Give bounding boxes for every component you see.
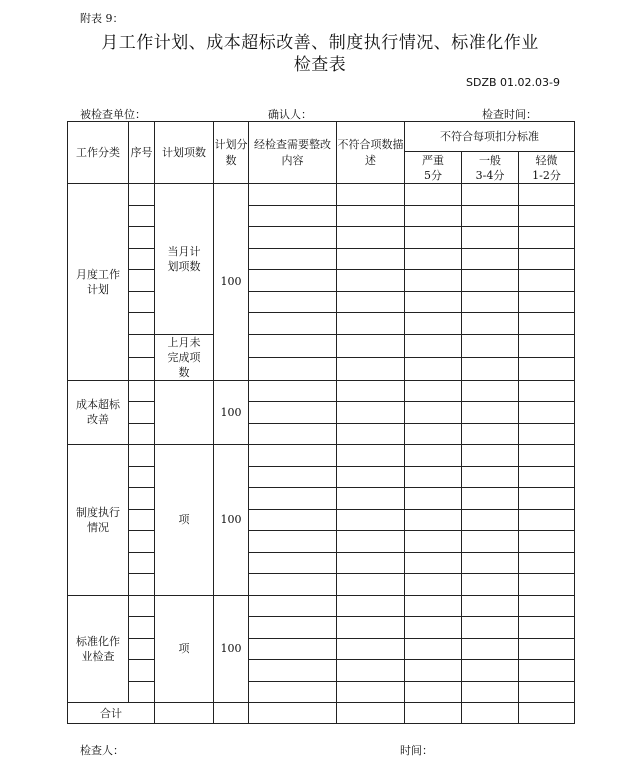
general-cell[interactable]	[462, 445, 519, 467]
severe-cell[interactable]	[405, 509, 462, 531]
nonconform-cell[interactable]	[337, 313, 405, 335]
table-row	[68, 509, 575, 531]
severe-cell[interactable]	[405, 445, 462, 467]
minor-cell[interactable]	[519, 617, 575, 639]
seq-cell[interactable]	[129, 402, 155, 424]
rectify-cell[interactable]	[249, 402, 337, 424]
general-cell[interactable]	[462, 248, 519, 270]
table-row	[68, 205, 575, 227]
header-nonconform: 不符合项数描述	[337, 122, 405, 184]
score-monthly-plan: 100	[214, 184, 249, 381]
table-row	[68, 638, 575, 660]
total-score-cell[interactable]	[214, 703, 249, 724]
minor-cell[interactable]	[519, 595, 575, 617]
seq-cell[interactable]	[129, 357, 155, 380]
severe-cell[interactable]	[405, 270, 462, 292]
general-cell[interactable]	[462, 638, 519, 660]
general-cell[interactable]	[462, 466, 519, 488]
rectify-cell[interactable]	[249, 552, 337, 574]
table-row	[68, 270, 575, 292]
plan-current-month: 当月计划项数	[155, 184, 214, 335]
general-cell[interactable]	[462, 184, 519, 206]
seq-cell[interactable]	[129, 248, 155, 270]
table-row	[68, 531, 575, 553]
minor-cell[interactable]	[519, 334, 575, 357]
rectify-cell[interactable]	[249, 595, 337, 617]
table-row	[68, 445, 575, 467]
table-row	[68, 291, 575, 313]
severe-cell[interactable]	[405, 638, 462, 660]
table-row	[68, 357, 575, 380]
confirmer-label: 确认人：	[268, 108, 312, 121]
general-cell[interactable]	[462, 681, 519, 703]
nonconform-cell[interactable]	[337, 638, 405, 660]
general-cell[interactable]	[462, 531, 519, 553]
nonconform-cell[interactable]	[337, 445, 405, 467]
header-severe: 严重 5分	[405, 152, 462, 184]
severe-cell[interactable]	[405, 681, 462, 703]
minor-cell[interactable]	[519, 291, 575, 313]
general-cell[interactable]	[462, 402, 519, 424]
seq-cell[interactable]	[129, 270, 155, 292]
severe-cell[interactable]	[405, 617, 462, 639]
rectify-cell[interactable]	[249, 466, 337, 488]
severe-cell[interactable]	[405, 574, 462, 596]
rectify-cell[interactable]	[249, 184, 337, 206]
header-general: 一般 3-4分	[462, 152, 519, 184]
nonconform-cell[interactable]	[337, 595, 405, 617]
rectify-cell[interactable]	[249, 423, 337, 445]
general-cell[interactable]	[462, 552, 519, 574]
minor-cell[interactable]	[519, 184, 575, 206]
severe-cell[interactable]	[405, 205, 462, 227]
severe-cell[interactable]	[405, 531, 462, 553]
table-row	[68, 423, 575, 445]
rectify-cell[interactable]	[249, 638, 337, 660]
rectify-cell[interactable]	[249, 445, 337, 467]
nonconform-cell[interactable]	[337, 552, 405, 574]
minor-cell[interactable]	[519, 205, 575, 227]
header-minor: 轻微 1-2分	[519, 152, 575, 184]
minor-cell[interactable]	[519, 638, 575, 660]
plan-last-month-unfinished: 上月未完成项数	[155, 334, 214, 380]
minor-cell[interactable]	[519, 248, 575, 270]
table-row	[68, 313, 575, 335]
seq-cell[interactable]	[129, 574, 155, 596]
page-title-line2: 检查表	[293, 55, 347, 75]
table-row	[68, 466, 575, 488]
nonconform-cell[interactable]	[337, 402, 405, 424]
nonconform-cell[interactable]	[337, 423, 405, 445]
seq-cell[interactable]	[129, 638, 155, 660]
general-cell[interactable]	[462, 227, 519, 249]
table-row	[68, 574, 575, 596]
category-cost-improvement: 成本超标改善	[68, 380, 129, 445]
seq-cell[interactable]	[129, 617, 155, 639]
general-cell[interactable]	[462, 574, 519, 596]
seq-cell[interactable]	[129, 531, 155, 553]
severe-cell[interactable]	[405, 291, 462, 313]
total-general-cell[interactable]	[462, 703, 519, 724]
nonconform-cell[interactable]	[337, 531, 405, 553]
table-row	[68, 595, 575, 617]
rectify-cell[interactable]	[249, 488, 337, 510]
total-nonconform-cell[interactable]	[337, 703, 405, 724]
severe-cell[interactable]	[405, 227, 462, 249]
score-standard-operation: 100	[214, 595, 249, 703]
rectify-cell[interactable]	[249, 270, 337, 292]
nonconform-cell[interactable]	[337, 248, 405, 270]
table-row	[68, 660, 575, 682]
nonconform-cell[interactable]	[337, 184, 405, 206]
rectify-cell[interactable]	[249, 205, 337, 227]
minor-cell[interactable]	[519, 423, 575, 445]
plan-cost-improvement	[155, 380, 214, 445]
nonconform-cell[interactable]	[337, 509, 405, 531]
minor-cell[interactable]	[519, 380, 575, 402]
inspected-unit-label: 被检查单位：	[80, 108, 146, 121]
seq-cell[interactable]	[129, 291, 155, 313]
seq-cell[interactable]	[129, 509, 155, 531]
rectify-cell[interactable]	[249, 334, 337, 357]
score-policy-execution: 100	[214, 445, 249, 596]
minor-cell[interactable]	[519, 445, 575, 467]
general-cell[interactable]	[462, 380, 519, 402]
rectify-cell[interactable]	[249, 248, 337, 270]
general-cell[interactable]	[462, 313, 519, 335]
category-policy-execution: 制度执行情况	[68, 445, 129, 596]
table-row	[68, 334, 575, 357]
nonconform-cell[interactable]	[337, 291, 405, 313]
nonconform-cell[interactable]	[337, 334, 405, 357]
rectify-cell[interactable]	[249, 574, 337, 596]
severe-cell[interactable]	[405, 184, 462, 206]
total-label: 合计	[68, 703, 155, 724]
severe-cell[interactable]	[405, 423, 462, 445]
severe-cell[interactable]	[405, 402, 462, 424]
seq-cell[interactable]	[129, 466, 155, 488]
minor-cell[interactable]	[519, 681, 575, 703]
seq-cell[interactable]	[129, 552, 155, 574]
minor-cell[interactable]	[519, 313, 575, 335]
seq-cell[interactable]	[129, 681, 155, 703]
minor-cell[interactable]	[519, 531, 575, 553]
inspector-label: 检查人：	[80, 744, 124, 757]
total-severe-cell[interactable]	[405, 703, 462, 724]
minor-cell[interactable]	[519, 466, 575, 488]
rectify-cell[interactable]	[249, 509, 337, 531]
table-row	[68, 552, 575, 574]
seq-cell[interactable]	[129, 660, 155, 682]
general-cell[interactable]	[462, 291, 519, 313]
general-cell[interactable]	[462, 334, 519, 357]
nonconform-cell[interactable]	[337, 205, 405, 227]
table-row	[68, 681, 575, 703]
table-row	[68, 402, 575, 424]
seq-cell[interactable]	[129, 488, 155, 510]
plan-standard-operation: 项	[155, 595, 214, 703]
general-cell[interactable]	[462, 617, 519, 639]
nonconform-cell[interactable]	[337, 270, 405, 292]
severe-cell[interactable]	[405, 488, 462, 510]
seq-cell[interactable]	[129, 184, 155, 206]
nonconform-cell[interactable]	[337, 466, 405, 488]
general-cell[interactable]	[462, 488, 519, 510]
general-cell[interactable]	[462, 423, 519, 445]
total-rectify-cell[interactable]	[249, 703, 337, 724]
header-deduct-standard: 不符合每项扣分标准	[405, 122, 575, 152]
severe-cell[interactable]	[405, 334, 462, 357]
seq-cell[interactable]	[129, 227, 155, 249]
rectify-cell[interactable]	[249, 681, 337, 703]
severe-cell[interactable]	[405, 552, 462, 574]
severe-cell[interactable]	[405, 380, 462, 402]
header-plan-score: 计划分数	[214, 122, 249, 184]
nonconform-cell[interactable]	[337, 574, 405, 596]
inspection-table	[67, 121, 575, 724]
category-standard-operation: 标准化作业检查	[68, 595, 129, 703]
seq-cell[interactable]	[129, 334, 155, 357]
appendix-label: 附表 9：	[80, 12, 124, 25]
total-row	[68, 703, 575, 724]
table-row	[68, 184, 575, 206]
seq-cell[interactable]	[129, 205, 155, 227]
total-plan-cell[interactable]	[155, 703, 214, 724]
seq-cell[interactable]	[129, 313, 155, 335]
minor-cell[interactable]	[519, 357, 575, 380]
total-minor-cell[interactable]	[519, 703, 575, 724]
seq-cell[interactable]	[129, 595, 155, 617]
footer-time-label: 时间：	[400, 744, 433, 757]
rectify-cell[interactable]	[249, 227, 337, 249]
general-cell[interactable]	[462, 205, 519, 227]
severe-cell[interactable]	[405, 466, 462, 488]
nonconform-cell[interactable]	[337, 681, 405, 703]
minor-cell[interactable]	[519, 574, 575, 596]
rectify-cell[interactable]	[249, 660, 337, 682]
seq-cell[interactable]	[129, 445, 155, 467]
rectify-cell[interactable]	[249, 617, 337, 639]
general-cell[interactable]	[462, 660, 519, 682]
header-category: 工作分类	[68, 122, 129, 184]
plan-policy-execution: 项	[155, 445, 214, 596]
minor-cell[interactable]	[519, 660, 575, 682]
table-row	[68, 380, 575, 402]
header-rectify: 经检查需要整改内容	[249, 122, 337, 184]
minor-cell[interactable]	[519, 270, 575, 292]
nonconform-cell[interactable]	[337, 660, 405, 682]
minor-cell[interactable]	[519, 227, 575, 249]
nonconform-cell[interactable]	[337, 380, 405, 402]
severe-cell[interactable]	[405, 313, 462, 335]
rectify-cell[interactable]	[249, 380, 337, 402]
general-cell[interactable]	[462, 357, 519, 380]
minor-cell[interactable]	[519, 488, 575, 510]
minor-cell[interactable]	[519, 509, 575, 531]
severe-cell[interactable]	[405, 595, 462, 617]
minor-cell[interactable]	[519, 402, 575, 424]
severe-cell[interactable]	[405, 357, 462, 380]
seq-cell[interactable]	[129, 380, 155, 402]
general-cell[interactable]	[462, 270, 519, 292]
table-row	[68, 227, 575, 249]
inspection-time-label: 检查时间：	[482, 108, 537, 121]
rectify-cell[interactable]	[249, 357, 337, 380]
rectify-cell[interactable]	[249, 313, 337, 335]
rectify-cell[interactable]	[249, 531, 337, 553]
document-code: SDZB 01.02.03-9	[466, 76, 560, 89]
header-plan-items: 计划项数	[155, 122, 214, 184]
category-monthly-plan: 月度工作计划	[68, 184, 129, 381]
table-row	[68, 617, 575, 639]
table-row	[68, 488, 575, 510]
general-cell[interactable]	[462, 509, 519, 531]
nonconform-cell[interactable]	[337, 357, 405, 380]
minor-cell[interactable]	[519, 552, 575, 574]
severe-cell[interactable]	[405, 248, 462, 270]
severe-cell[interactable]	[405, 660, 462, 682]
nonconform-cell[interactable]	[337, 227, 405, 249]
table-row	[68, 248, 575, 270]
nonconform-cell[interactable]	[337, 617, 405, 639]
header-seq: 序号	[129, 122, 155, 184]
rectify-cell[interactable]	[249, 291, 337, 313]
score-cost-improvement: 100	[214, 380, 249, 445]
general-cell[interactable]	[462, 595, 519, 617]
page-title: 月工作计划、成本超标改善、制度执行情况、标准化作业	[101, 33, 539, 53]
seq-cell[interactable]	[129, 423, 155, 445]
nonconform-cell[interactable]	[337, 488, 405, 510]
